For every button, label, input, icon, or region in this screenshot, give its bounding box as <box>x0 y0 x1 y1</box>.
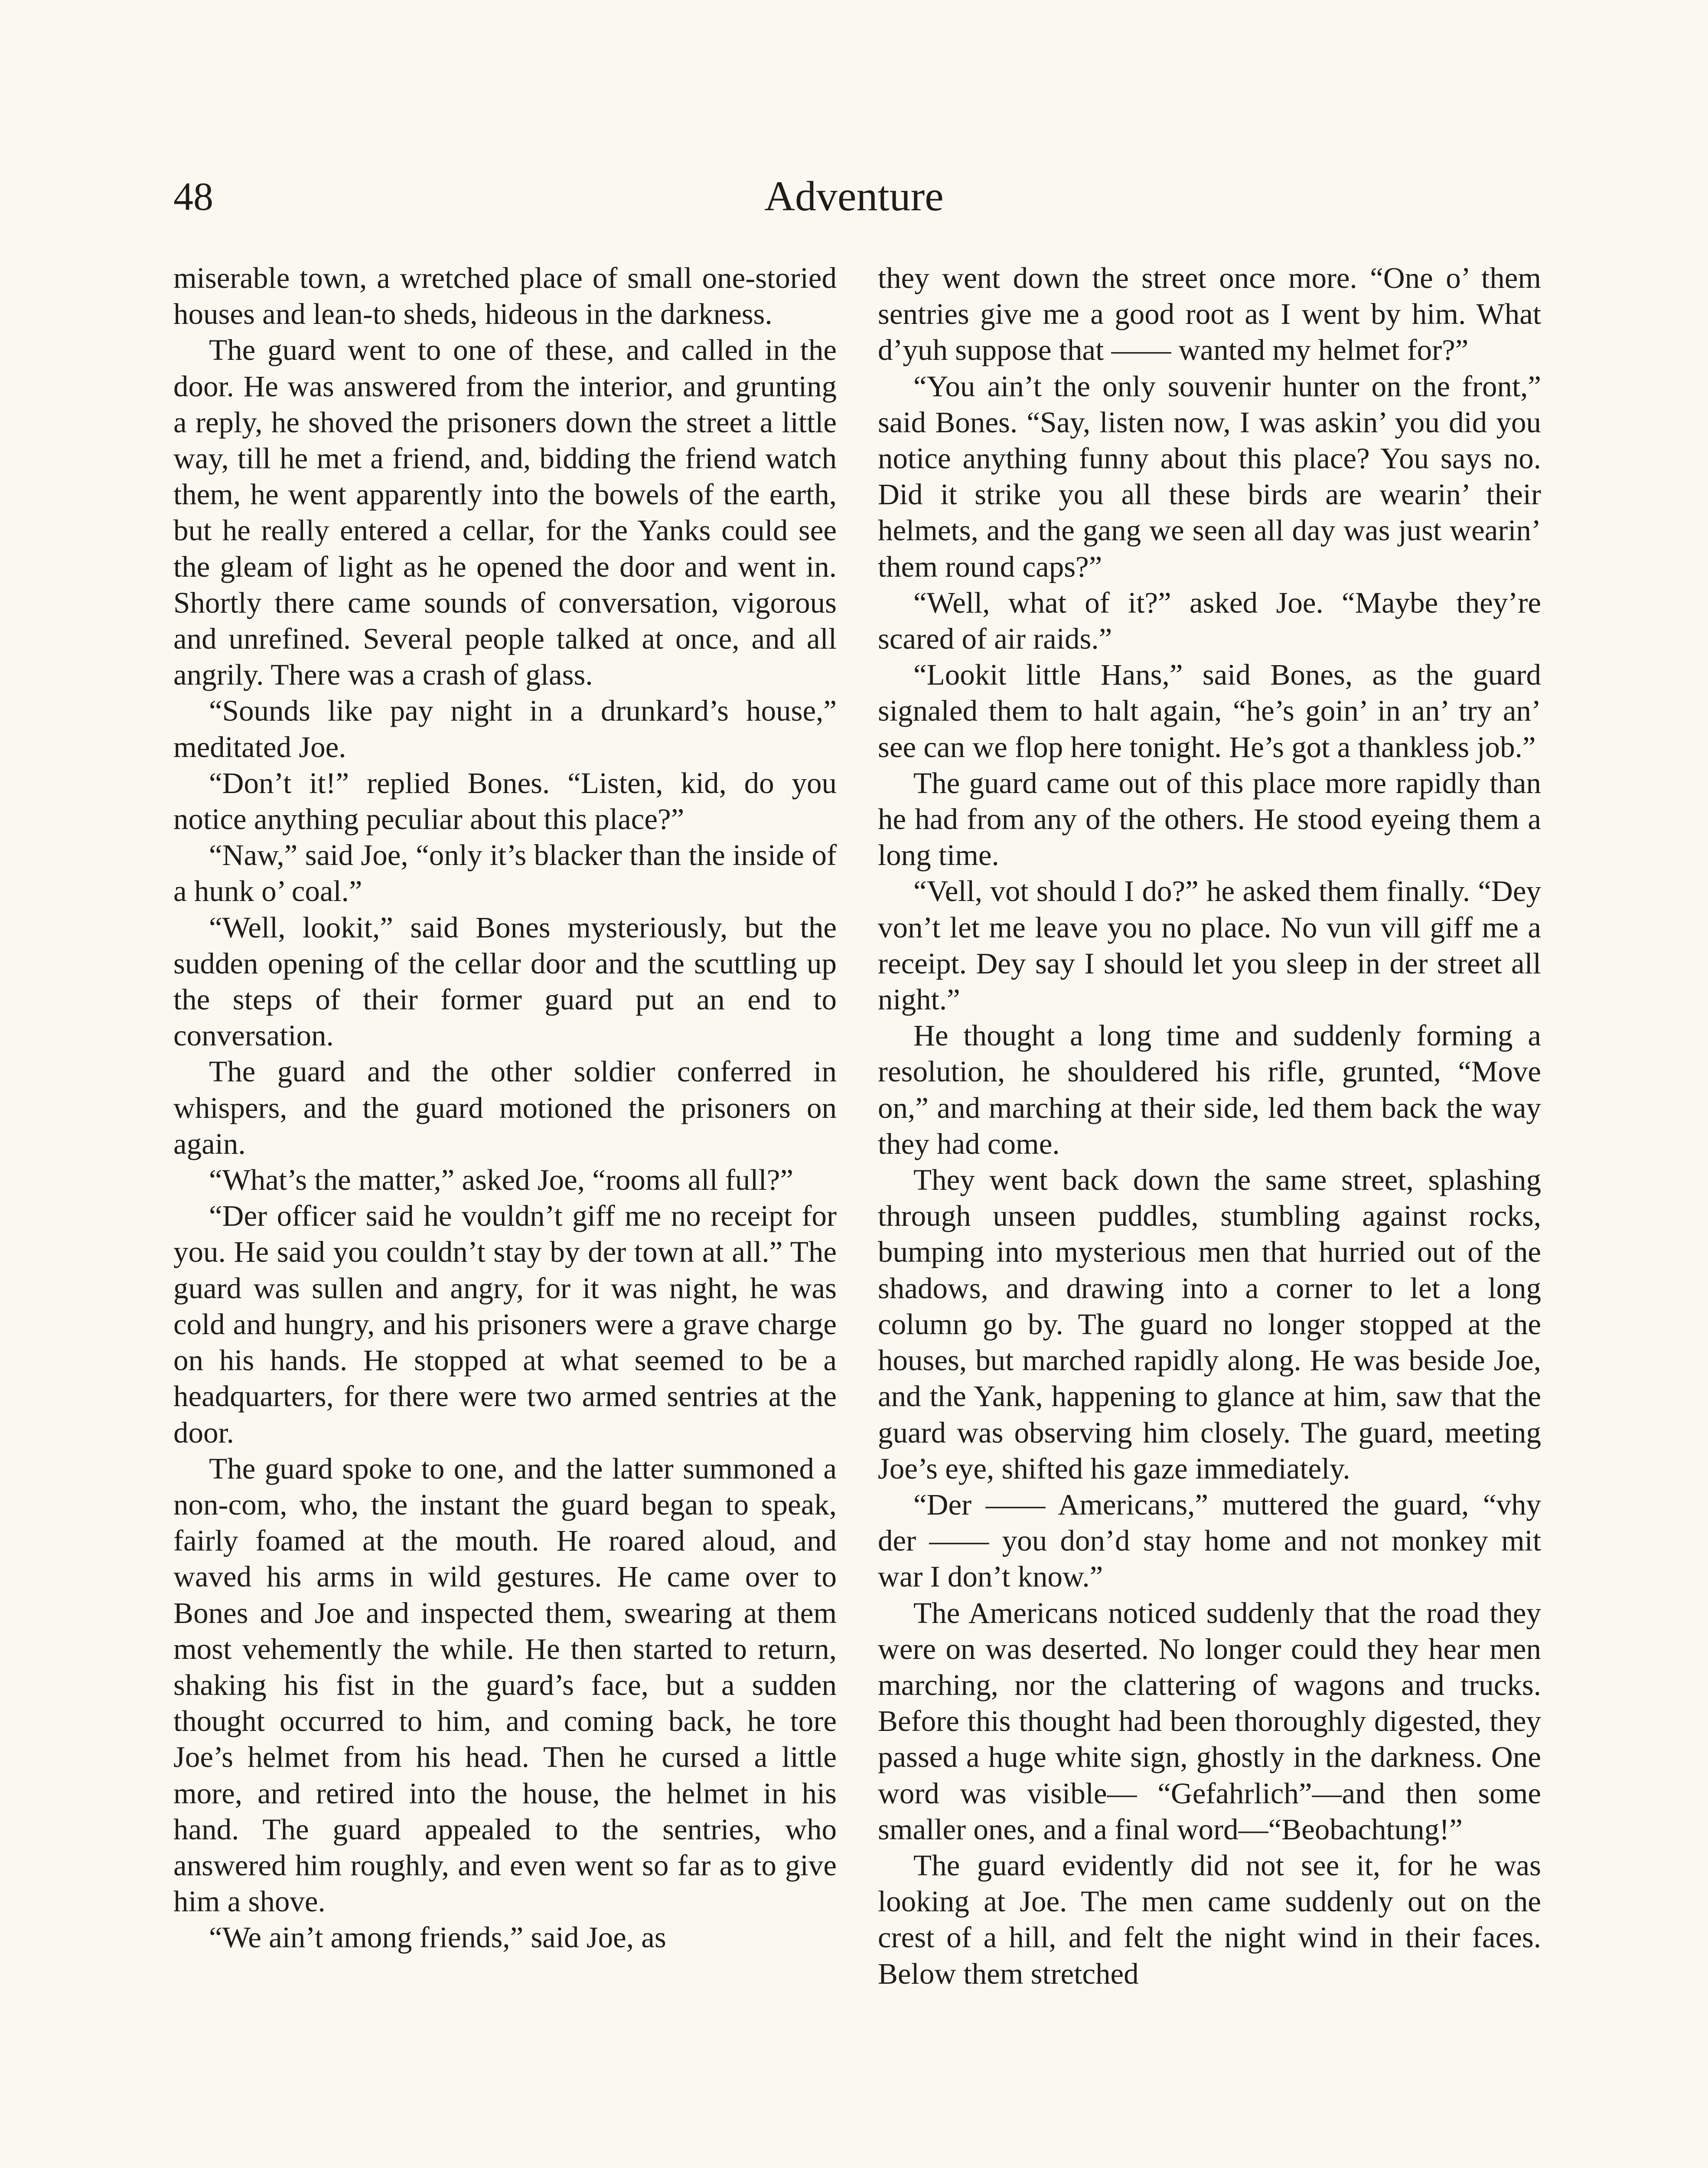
paragraph: “Well, what of it?” asked Joe. “Maybe they’re scared of air raids.” <box>878 586 1541 656</box>
paragraph: they went down the street once more. “One o’ them sentries give me a good root as I went by him. What d’yuh suppose that —— wanted my helmet for?” <box>878 261 1541 367</box>
paragraph: The guard and the other soldier conferred in whispers, and the guard motioned the prisoners on again. <box>173 1055 837 1160</box>
paragraph: The Americans noticed suddenly that the road they were on was deserted. No longer could they hear men marching, nor the clattering of wagons and trucks. Before this thought had been thoroughly digested, they passed a huge white sign, ghostly in the darkness. One word was visible— “Gefahrlich”—and then some smaller ones, and a final word—“Beobachtung!” <box>878 1596 1541 1846</box>
paragraph: “What’s the matter,” asked Joe, “rooms all full?” <box>209 1163 793 1197</box>
paragraph: “Don’t it!” replied Bones. “Listen, kid, do you notice anything peculiar about this place?” <box>173 766 837 836</box>
paragraph: “Vell, vot should I do?” he asked them finally. “Dey von’t let me leave you no place. No vun vill giff me a receipt. Dey say I should let you sleep in der street all night.” <box>878 875 1541 1016</box>
page-header <box>173 173 1535 220</box>
right-column <box>878 260 1541 1992</box>
paragraph: “You ain’t the only souvenir hunter on the front,” said Bones. “Say, listen now, I was askin’ you did you notice anything funny about this place? You says no. Did it strike you all these birds are wearin’ their helmets, and the gang we seen all day was just wearin’ them round caps?” <box>878 369 1541 583</box>
page-number: 48 <box>173 174 213 219</box>
paragraph: “Sounds like pay night in a drunkard’s house,” meditated Joe. <box>173 694 837 764</box>
paragraph: “Lookit little Hans,” said Bones, as the guard signaled them to halt again, “he’s goin’ in an’ try an’ see can we flop here tonight. He’s got a thankless job.” <box>878 658 1541 764</box>
paragraph: “We ain’t among friends,” said Joe, as <box>209 1921 666 1954</box>
paragraph: The guard spoke to one, and the latter summoned a non-com, who, the instant the guard began to speak, fairly foamed at the mouth. He roared aloud, and waved his arms in wild gestures. He came over to Bones and Joe and inspected them, swearing at them most vehemently the while. He then started to return, shaking his fist in the guard’s face, but a sudden thought occurred to him, and coming back, he tore Joe’s helmet from his head. Then he cursed a little more, and retired into the house, the helmet in his hand. The guard appealed to the sentries, who answered him roughly, and even went so far as to give him a shove. <box>173 1452 837 1918</box>
page-title: Adventure <box>764 173 944 220</box>
paragraph: The guard came out of this place more rapidly than he had from any of the others. He stood eyeing them a long time. <box>878 766 1541 872</box>
paragraph: “Naw,” said Joe, “only it’s blacker than the inside of a hunk o’ coal.” <box>173 839 837 908</box>
paragraph: miserable town, a wretched place of small one-storied houses and lean-to sheds, hideous in the darkness. <box>173 261 837 331</box>
left-column <box>173 260 837 1956</box>
paragraph: “Der —— Americans,” muttered the guard, “vhy der —— you don’d stay home and not monkey mit war I don’t know.” <box>878 1488 1541 1593</box>
paragraph: The guard evidently did not see it, for he was looking at Joe. The men came suddenly out on the crest of a hill, and felt the night wind in their faces. Below them stretched <box>878 1848 1541 1990</box>
paragraph: “Der officer said he vouldn’t giff me no receipt for you. He said you couldn’t stay by der town at all.” The guard was sullen and angry, for it was night, he was cold and hungry, and his prisoners were a grave charge on his hands. He stopped at what seemed to be a headquarters, for there were two armed sentries at the door. <box>173 1199 837 1449</box>
paragraph: “Well, lookit,” said Bones mysteriously, but the sudden opening of the cellar door and the scuttling up the steps of their former guard put an end to conversation. <box>173 911 837 1052</box>
paragraph: The guard went to one of these, and called in the door. He was answered from the interior, and grunting a reply, he shoved the prisoners down the street a little way, till he met a friend, and, bidding the friend watch them, he went apparently into the bowels of the earth, but he really entered a cellar, for the Yanks could see the gleam of light as he opened the door and went in. Shortly there came sounds of conversation, vigorous and unrefined. Several people talked at once, and all angrily. There was a crash of glass. <box>173 333 837 692</box>
paragraph: He thought a long time and suddenly forming a resolution, he shouldered his rifle, grunted, “Move on,” and marching at their side, led them back the way they had come. <box>878 1019 1541 1160</box>
paragraph: They went back down the same street, splashing through unseen puddles, stumbling against rocks, bumping into mysterious men that hurried out of the shadows, and drawing into a corner to let a long column go by. The guard no longer stopped at the houses, but marched rapidly along. He was beside Joe, and the Yank, happening to glance at him, saw that the guard was observing him closely. The guard, meeting Joe’s eye, shifted his gaze immediately. <box>878 1163 1541 1485</box>
